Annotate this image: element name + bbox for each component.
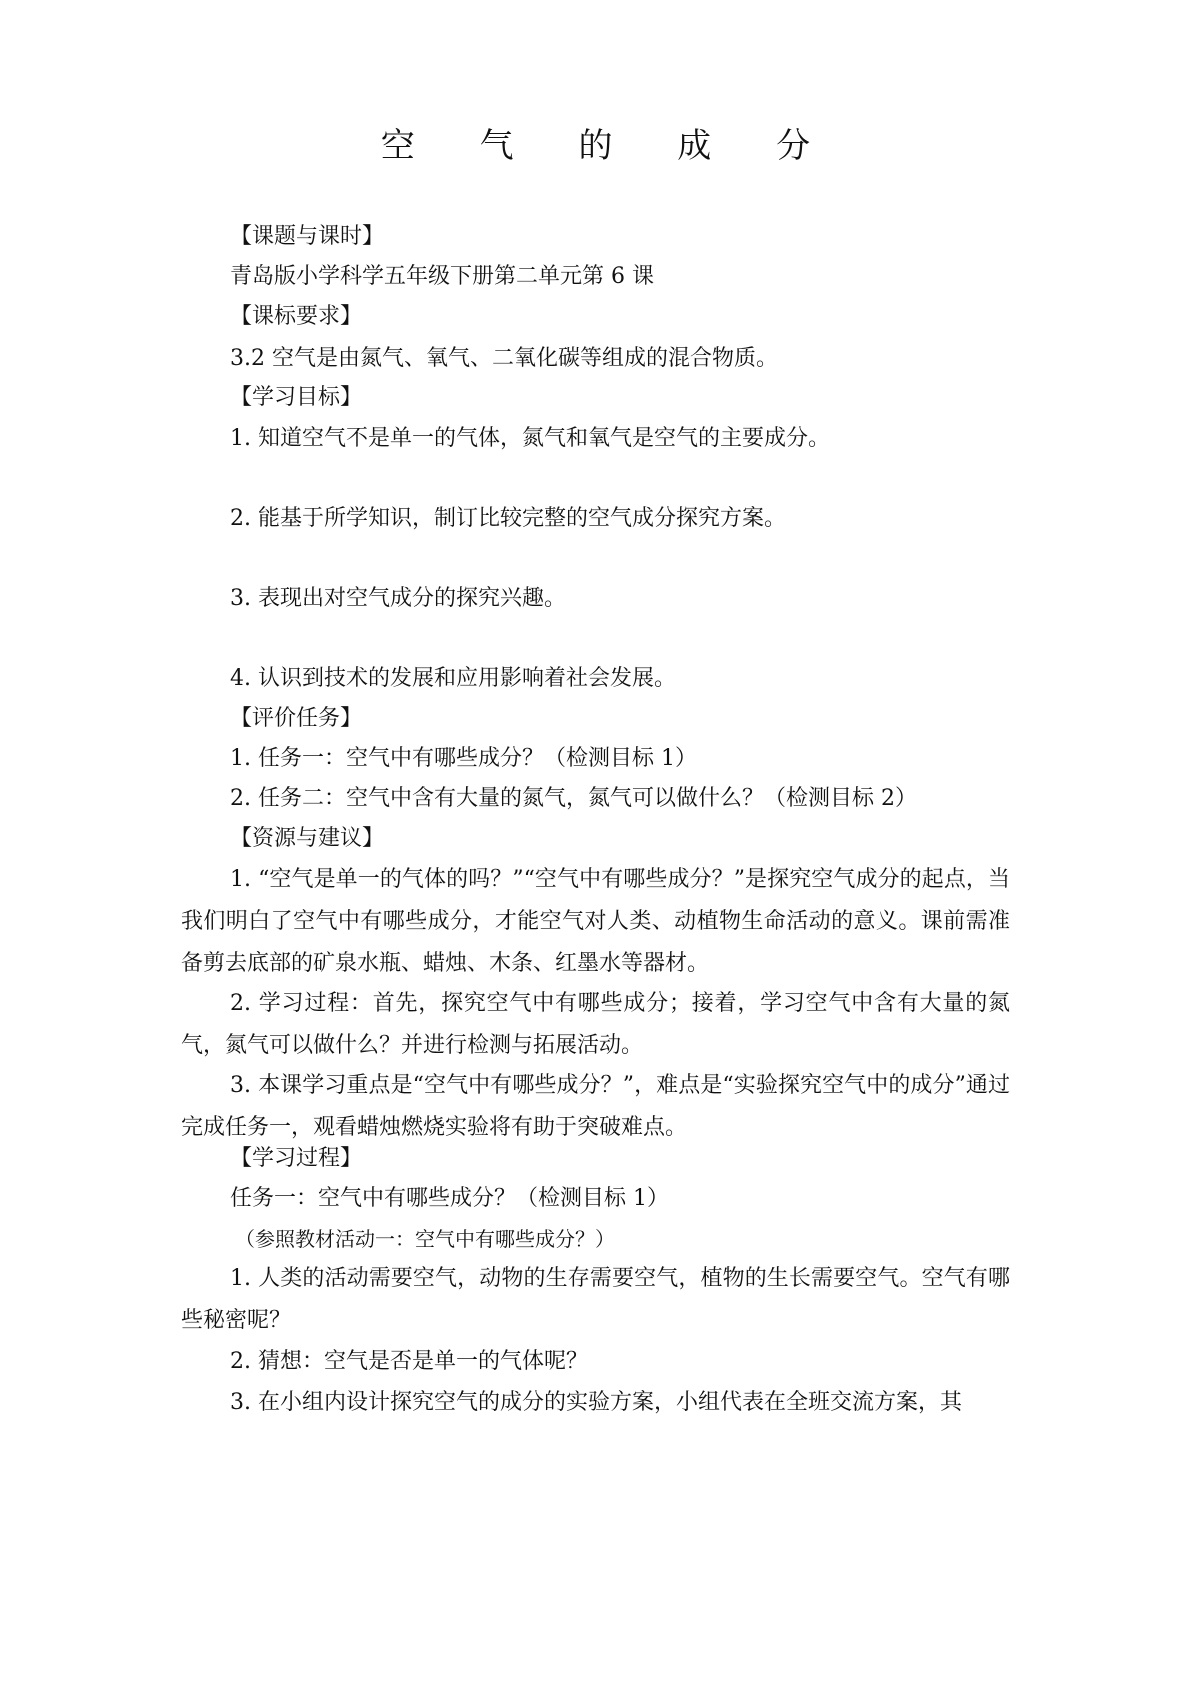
goal-item: 3. 表现出对空气成分的探究兴趣。 (230, 586, 566, 611)
standard-text: 3.2 空气是由氮气、氧气、二氧化碳等组成的混合物质。 (230, 346, 778, 371)
resource-paragraph: 2. 学习过程：首先，探究空气中有哪些成分；接着，学习空气中含有大量的氮气，氮气可以做什么？并进行检测与拓展活动。 (181, 991, 1010, 1058)
goals-heading: 【学习目标】 (230, 385, 363, 410)
eval-heading: 【评价任务】 (230, 706, 363, 731)
standard-heading: 【课标要求】 (230, 304, 363, 329)
goal-item: 1. 知道空气不是单一的气体，氮气和氧气是空气的主要成分。 (230, 426, 830, 451)
topic-heading: 【课题与课时】 (230, 224, 385, 249)
topic-text: 青岛版小学科学五年级下册第二单元第 6 课 (230, 264, 654, 289)
goal-item: 2. 能基于所学知识，制订比较完整的空气成分探究方案。 (230, 506, 786, 531)
resource-heading: 【资源与建议】 (230, 826, 385, 851)
resource-paragraph: 3. 本课学习重点是“空气中有哪些成分？”，难点是“实验探究空气中的成分”通过完成任务一，观看蜡烛燃烧实验将有助于突破难点。 (181, 1073, 1010, 1140)
eval-item: 2. 任务二：空气中含有大量的氮气，氮气可以做什么？（检测目标 2） (230, 786, 917, 811)
resource-paragraph: 1. “空气是单一的气体的吗？”“空气中有哪些成分？”是探究空气成分的起点，当我们明白了空气中有哪些成分，才能空气对人类、动植物生命活动的意义。课前需准备剪去底部的矿泉水瓶、蜡烛、木条、红墨水等器材。 (181, 867, 1010, 976)
process-heading: 【学习过程】 (230, 1146, 363, 1171)
document-title: 空 气 的 成 分 (380, 126, 838, 166)
eval-item: 1. 任务一：空气中有哪些成分？（检测目标 1） (230, 746, 697, 771)
step-paragraph: 3. 在小组内设计探究空气的成分的实验方案，小组代表在全班交流方案，其 (230, 1390, 962, 1415)
step-paragraph: 2. 猜想：空气是否是单一的气体呢？ (230, 1349, 588, 1374)
task-reference: （参照教材活动一：空气中有哪些成分？） (235, 1227, 615, 1251)
task-title: 任务一：空气中有哪些成分？（检测目标 1） (230, 1186, 669, 1211)
step-paragraph: 1. 人类的活动需要空气，动物的生存需要空气，植物的生长需要空气。空气有哪些秘密呢？ (181, 1266, 1010, 1333)
goal-item: 4. 认识到技术的发展和应用影响着社会发展。 (230, 666, 676, 691)
